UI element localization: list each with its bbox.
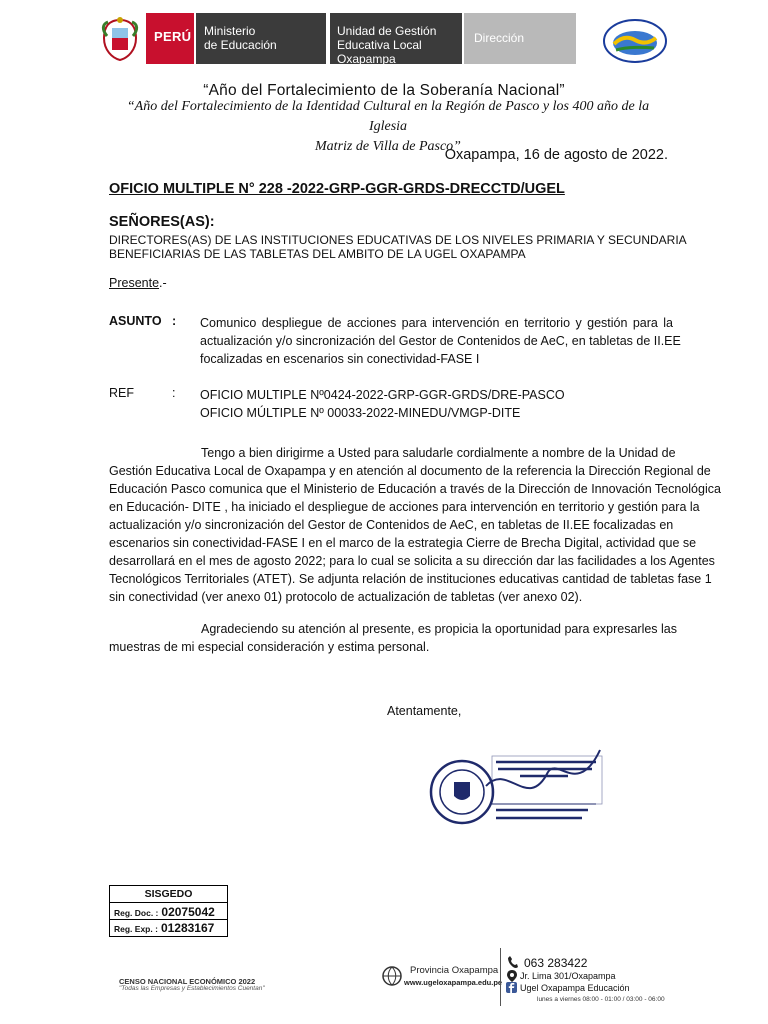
- regional-motto-line2: Matriz de Villa de Pasco”: [315, 139, 461, 154]
- body2-line: muestras de mi especial consideración y estima personal.: [109, 640, 430, 654]
- closing: Atentamente,: [387, 704, 462, 718]
- presente-line: [109, 276, 167, 290]
- oficio-number: OFICIO MULTIPLE N° 228 -2022-GRP-GGR-GRDS-DRECCTD/UGEL: [109, 181, 565, 197]
- footer-phone: 063 283422: [524, 956, 588, 970]
- asunto-label: ASUNTO: [109, 314, 162, 328]
- censo-slogan: "Todas las Empresas y Establecimientos Cuentan": [119, 985, 265, 992]
- presente-suffix: .-: [159, 276, 167, 290]
- ref-label: REF: [109, 386, 134, 400]
- body2-line: Agradeciendo su atención al presente, es propicia la oportunidad para expresarles las: [201, 622, 677, 636]
- ref-list: [200, 386, 565, 422]
- footer-divider: [500, 948, 501, 1006]
- body-paragraph-2: [109, 620, 677, 656]
- gobierno-regional-pasco-logo: [600, 14, 670, 64]
- body1-line: Tengo a bien dirigirme a Usted para saludarle cordialmente a nombre de la Unidad de: [201, 446, 676, 460]
- reg-exp-row: [114, 921, 214, 935]
- globe-icon: [381, 965, 403, 987]
- ref-colon: :: [172, 386, 176, 400]
- body1-line: Tecnológicos Territoriales (ATET). Se adjunta relación de instituciones educativas cantidad de tabletas fase 1: [109, 572, 712, 586]
- ministerio-line1: Ministerio: [204, 24, 256, 38]
- reg-doc-label: Reg. Doc. :: [114, 908, 159, 918]
- ministerio-block: [196, 13, 326, 64]
- ugel-line2: Educativa Local Oxapampa: [337, 38, 422, 66]
- asunto-colon: :: [172, 314, 177, 328]
- peru-brand-block: [146, 13, 194, 64]
- ref-item: OFICIO MÚLTIPLE Nº 00033-2022-MINEDU/VMGP-DITE: [200, 406, 521, 420]
- asunto-line2: actualización y/o sincronización del Gestor de Contenidos de AeC, en tabletas de II.EE: [200, 334, 681, 348]
- peru-label: PERÚ: [154, 29, 192, 44]
- footer-address: Jr. Lima 301/Oxapampa: [520, 971, 616, 981]
- asunto-line3: focalizadas en escenarios sin conectividad-FASE I: [200, 352, 480, 366]
- sisgedo-divider: [110, 919, 227, 920]
- body1-line: Gestión Educativa Local de Oxapampa y en atención al documento de la referencia la Dirección Regional de: [109, 464, 711, 478]
- location-pin-icon: [507, 970, 517, 982]
- ref-item: OFICIO MULTIPLE Nº0424-2022-GRP-GGR-GRDS/DRE-PASCO: [200, 388, 565, 402]
- recipients-line2: BENEFICIARIAS DE LAS TABLETAS DEL AMBITO DE LA UGEL OXAPAMPA: [109, 247, 526, 261]
- direccion-block: [464, 13, 576, 64]
- asunto-line1: Comunico despliegue de acciones para intervención en territorio y gestión para la: [200, 316, 673, 330]
- document-date: Oxapampa, 16 de agosto de 2022.: [444, 147, 668, 163]
- direccion-label: Dirección: [474, 31, 525, 45]
- footer-website: www.ugeloxapampa.edu.pe: [404, 978, 503, 987]
- footer-hours: lunes a viernes 08:00 - 01:00 / 03:00 - 06:00: [537, 996, 665, 1003]
- body1-line: sin conectividad (ver anexo 01) protocolo de actualización de tabletas (ver anexo 02).: [109, 590, 583, 604]
- footer-facebook: Ugel Oxapampa Educación: [520, 983, 630, 993]
- presente-word: Presente: [109, 276, 160, 290]
- peru-coat-of-arms-icon: [98, 14, 142, 62]
- asunto-text: [200, 314, 681, 368]
- body-paragraph-1: [109, 444, 721, 606]
- body1-line: en Educación- DITE , ha iniciado el despliegue de acciones para intervención en territorio y gestión para la: [109, 500, 700, 514]
- reg-doc-value: 02075042: [161, 905, 215, 919]
- year-motto: “Año del Fortalecimiento de la Soberanía Nacional”: [203, 82, 565, 99]
- recipients-text: [109, 233, 687, 261]
- reg-exp-value: 01283167: [160, 921, 215, 935]
- body1-line: Educación Pasco comunica que el Ministerio de Educación a través de la Dirección de Innovación Tecnológica: [109, 482, 721, 496]
- ministerio-line2: de Educación: [204, 38, 277, 52]
- reg-exp-label: Reg. Exp. :: [114, 924, 158, 934]
- regional-motto-line1: “Año del Fortalecimiento de la Identidad Cultural en la Región de Pasco y los 400 año de la Iglesia: [126, 99, 650, 134]
- facebook-icon: [506, 982, 517, 993]
- sisgedo-box: [109, 885, 228, 937]
- body1-line: desarrollará en el mes de agosto 2022; para lo cual se solicita a su dirección dar las facilidades a los Agentes: [109, 554, 715, 568]
- phone-icon: [507, 955, 519, 969]
- reg-doc-row: [114, 905, 215, 919]
- sisgedo-title: SISGEDO: [110, 886, 227, 903]
- recipients-heading: SEÑORES(AS):: [109, 214, 215, 230]
- censo-title: CENSO NACIONAL ECONÓMICO 2022: [119, 977, 256, 986]
- official-stamp-signature: [428, 742, 604, 834]
- footer-provincia: Provincia Oxapampa: [410, 965, 499, 976]
- body1-line: escenarios sin conectividad-FASE I en el marco de la estrategia Cierre de Brecha Digital, actividad que se: [109, 536, 697, 550]
- ugel-line1: Unidad de Gestión: [337, 24, 437, 38]
- recipients-line1: DIRECTORES(AS) DE LAS INSTITUCIONES EDUCATIVAS DE LOS NIVELES PRIMARIA Y SECUNDARIA: [109, 233, 687, 247]
- body1-line: actualización y/o sincronización del Gestor de Contenidos de AeC, en tabletas de II.EE focalizadas en: [109, 518, 674, 532]
- ugel-block: [330, 13, 462, 64]
